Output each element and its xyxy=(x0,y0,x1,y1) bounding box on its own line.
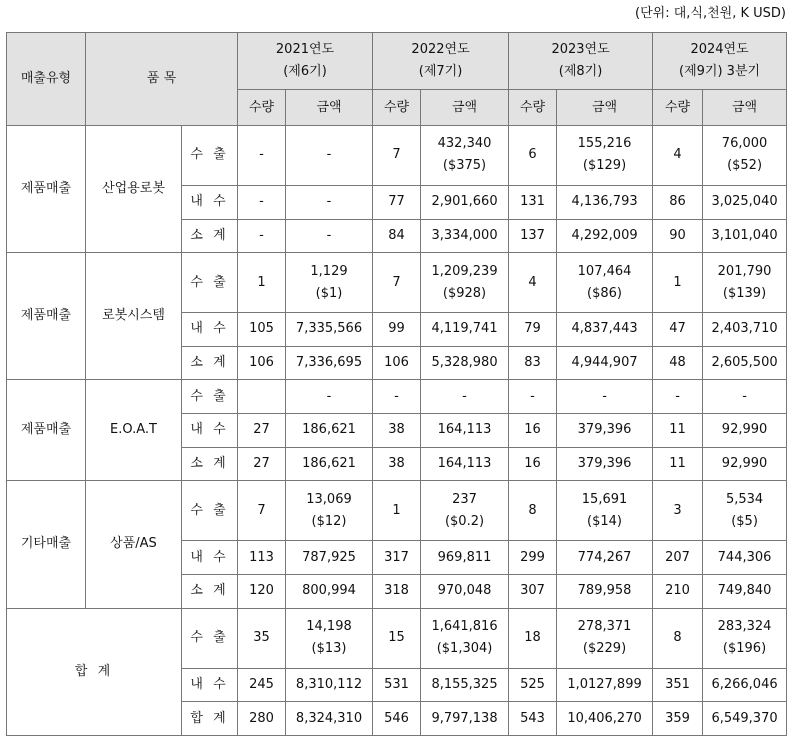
amount-krw: 379,396 xyxy=(577,456,632,472)
amount-krw: 7,336,695 xyxy=(295,355,363,371)
amount-cell xyxy=(286,313,373,347)
row-label-cell: 내 수 xyxy=(182,668,238,702)
amount-krw: 2,403,710 xyxy=(711,321,778,337)
table-header xyxy=(7,33,787,126)
amount-krw: 774,267 xyxy=(577,549,632,565)
amount-cell xyxy=(703,574,787,608)
amount-cell xyxy=(286,185,373,219)
amount-cell xyxy=(557,447,653,481)
sales-table xyxy=(6,32,787,736)
amount-cell xyxy=(703,668,787,702)
amount-krw: 201,790 xyxy=(717,263,772,279)
qty-cell: 137 xyxy=(509,219,557,253)
qty-cell: 38 xyxy=(373,414,421,448)
qty-cell: 351 xyxy=(653,668,703,702)
amount-usd: ($5) xyxy=(731,513,758,529)
amount-usd: ($14) xyxy=(587,513,623,529)
amount-usd: ($229) xyxy=(582,641,627,657)
amount-krw: 107,464 xyxy=(577,263,632,279)
amount-krw: - xyxy=(602,388,607,404)
amount-cell xyxy=(557,380,653,414)
amount-cell xyxy=(421,313,509,347)
table-row xyxy=(7,608,787,668)
amount-krw: 155,216 xyxy=(577,136,632,152)
qty-cell: 27 xyxy=(238,447,286,481)
amount-krw: 8,155,325 xyxy=(431,676,498,692)
amount-krw: 5,534 xyxy=(725,491,764,507)
amount-krw: 970,048 xyxy=(437,583,492,599)
qty-cell: - xyxy=(373,380,421,414)
item-name-cell: 산업용로봇 xyxy=(86,126,182,253)
amount-cell xyxy=(421,380,509,414)
amount-cell xyxy=(286,541,373,575)
amount-cell xyxy=(703,185,787,219)
qty-cell: - xyxy=(238,126,286,186)
qty-cell: 299 xyxy=(509,541,557,575)
amount-krw: - xyxy=(326,227,332,243)
year-label: 2022연도 xyxy=(411,42,470,57)
amount-cell xyxy=(286,126,373,186)
qty-cell: 16 xyxy=(509,414,557,448)
amount-krw: 789,958 xyxy=(577,583,632,599)
amount-cell xyxy=(703,702,787,736)
qty-cell: 84 xyxy=(373,219,421,253)
qty-cell: 38 xyxy=(373,447,421,481)
table-row xyxy=(7,481,787,541)
amount-krw: 1,641,816 xyxy=(431,619,498,635)
header-item: 품 목 xyxy=(86,33,238,126)
header-year-2021 xyxy=(238,33,373,90)
row-label-cell: 내 수 xyxy=(182,414,238,448)
qty-cell: 546 xyxy=(373,702,421,736)
amount-usd: ($52) xyxy=(727,158,763,174)
amount-krw: - xyxy=(326,194,332,210)
amount-cell xyxy=(421,185,509,219)
amount-usd: ($139) xyxy=(722,285,767,301)
amount-krw: 2,901,660 xyxy=(431,194,498,210)
qty-cell: 16 xyxy=(509,447,557,481)
qty-cell: 27 xyxy=(238,414,286,448)
year-label: 2023연도 xyxy=(551,42,610,57)
amount-krw: 92,990 xyxy=(721,456,768,472)
header-type: 매출유형 xyxy=(7,33,86,126)
amount-cell xyxy=(557,702,653,736)
row-label-cell: 수 출 xyxy=(182,253,238,313)
header-amount: 금액 xyxy=(703,90,787,126)
amount-usd: ($1) xyxy=(315,285,343,301)
item-name-cell: 로봇시스템 xyxy=(86,253,182,380)
amount-krw: 8,310,112 xyxy=(295,676,363,692)
qty-cell: 106 xyxy=(373,346,421,380)
amount-krw: 379,396 xyxy=(577,422,632,438)
qty-cell: 4 xyxy=(509,253,557,313)
header-amount: 금액 xyxy=(286,90,373,126)
qty-cell: 543 xyxy=(509,702,557,736)
amount-usd: ($13) xyxy=(311,641,347,657)
period-label: (제6기) xyxy=(283,64,327,79)
amount-cell xyxy=(557,414,653,448)
amount-cell xyxy=(557,126,653,186)
amount-cell xyxy=(557,541,653,575)
qty-cell: 6 xyxy=(509,126,557,186)
header-qty: 수량 xyxy=(238,90,286,126)
qty-cell xyxy=(238,380,286,414)
qty-cell: 77 xyxy=(373,185,421,219)
amount-cell xyxy=(557,481,653,541)
amount-cell xyxy=(703,346,787,380)
sales-type-cell: 제품매출 xyxy=(7,126,86,253)
amount-cell xyxy=(557,668,653,702)
amount-cell xyxy=(286,380,373,414)
amount-cell xyxy=(286,414,373,448)
qty-cell: 48 xyxy=(653,346,703,380)
sales-type-cell: 기타매출 xyxy=(7,481,86,608)
amount-cell xyxy=(421,608,509,668)
qty-cell: 7 xyxy=(238,481,286,541)
qty-cell: 86 xyxy=(653,185,703,219)
amount-krw: 14,198 xyxy=(306,619,352,635)
amount-krw: 4,136,793 xyxy=(571,194,638,210)
amount-krw: 4,944,907 xyxy=(571,355,638,371)
amount-krw: 186,621 xyxy=(302,422,356,438)
qty-cell: 83 xyxy=(509,346,557,380)
amount-cell xyxy=(421,702,509,736)
qty-cell: 35 xyxy=(238,608,286,668)
amount-cell xyxy=(421,541,509,575)
qty-cell: 15 xyxy=(373,608,421,668)
amount-krw: 4,292,009 xyxy=(571,227,638,243)
amount-krw: - xyxy=(326,388,332,404)
header-year-2023 xyxy=(509,33,653,90)
amount-krw: 164,113 xyxy=(437,422,492,438)
amount-cell xyxy=(703,380,787,414)
amount-krw: 744,306 xyxy=(717,549,772,565)
amount-usd: ($375) xyxy=(442,158,487,174)
amount-krw: 7,335,566 xyxy=(295,321,363,337)
table-row xyxy=(7,126,787,186)
amount-krw: 76,000 xyxy=(721,136,768,152)
amount-cell xyxy=(286,346,373,380)
amount-krw: 432,340 xyxy=(437,136,492,152)
amount-krw: 278,371 xyxy=(577,619,632,635)
amount-krw: 4,837,443 xyxy=(571,321,638,337)
amount-cell xyxy=(286,219,373,253)
amount-krw: 2,605,500 xyxy=(711,355,778,371)
amount-cell xyxy=(557,608,653,668)
amount-krw: 3,101,040 xyxy=(711,227,778,243)
amount-usd: ($1,304) xyxy=(436,641,493,657)
amount-krw: - xyxy=(742,388,747,404)
amount-usd: ($0.2) xyxy=(444,513,485,529)
amount-usd: ($196) xyxy=(722,641,767,657)
amount-cell xyxy=(286,253,373,313)
amount-usd: ($129) xyxy=(582,158,627,174)
amount-krw: 186,621 xyxy=(302,456,356,472)
amount-krw: 6,549,370 xyxy=(711,710,778,726)
qty-cell: 210 xyxy=(653,574,703,608)
header-qty: 수량 xyxy=(373,90,421,126)
item-name-cell: E.O.A.T xyxy=(86,380,182,481)
amount-cell xyxy=(421,447,509,481)
amount-krw: - xyxy=(326,147,332,163)
amount-cell xyxy=(557,313,653,347)
qty-cell: - xyxy=(653,380,703,414)
header-year-2024 xyxy=(653,33,787,90)
qty-cell: 105 xyxy=(238,313,286,347)
qty-cell: 18 xyxy=(509,608,557,668)
amount-cell xyxy=(286,608,373,668)
amount-cell xyxy=(703,126,787,186)
qty-cell: 307 xyxy=(509,574,557,608)
qty-cell: 7 xyxy=(373,253,421,313)
qty-cell: 7 xyxy=(373,126,421,186)
qty-cell: 8 xyxy=(653,608,703,668)
qty-cell: 113 xyxy=(238,541,286,575)
row-label-cell: 수 출 xyxy=(182,608,238,668)
amount-cell xyxy=(557,185,653,219)
amount-cell xyxy=(557,346,653,380)
amount-krw: 8,324,310 xyxy=(295,710,363,726)
qty-cell: 318 xyxy=(373,574,421,608)
qty-cell: 79 xyxy=(509,313,557,347)
qty-cell: 8 xyxy=(509,481,557,541)
amount-cell xyxy=(703,219,787,253)
header-year-2022 xyxy=(373,33,509,90)
sales-type-cell: 제품매출 xyxy=(7,380,86,481)
qty-cell: 4 xyxy=(653,126,703,186)
amount-krw: 164,113 xyxy=(437,456,492,472)
amount-cell xyxy=(421,481,509,541)
unit-note: (단위: 대,식,천원, K USD) xyxy=(635,6,786,21)
amount-cell xyxy=(557,253,653,313)
row-label-cell: 수 출 xyxy=(182,126,238,186)
qty-cell: 11 xyxy=(653,414,703,448)
amount-cell xyxy=(557,574,653,608)
amount-cell xyxy=(421,126,509,186)
amount-krw: 749,840 xyxy=(717,583,772,599)
qty-cell: - xyxy=(509,380,557,414)
qty-cell: 3 xyxy=(653,481,703,541)
amount-usd: ($86) xyxy=(587,285,623,301)
table-row xyxy=(7,253,787,313)
qty-cell: 131 xyxy=(509,185,557,219)
amount-krw: 3,334,000 xyxy=(431,227,498,243)
amount-krw: 6,266,046 xyxy=(711,676,778,692)
amount-krw: - xyxy=(462,388,467,404)
amount-cell xyxy=(557,219,653,253)
row-label-cell: 수 출 xyxy=(182,481,238,541)
amount-cell xyxy=(421,414,509,448)
amount-cell xyxy=(421,219,509,253)
row-label-cell: 수 출 xyxy=(182,380,238,414)
amount-cell xyxy=(703,481,787,541)
header-qty: 수량 xyxy=(509,90,557,126)
qty-cell: 525 xyxy=(509,668,557,702)
qty-cell: 47 xyxy=(653,313,703,347)
year-label: 2024연도 xyxy=(690,42,749,57)
amount-cell xyxy=(703,414,787,448)
qty-cell: 1 xyxy=(238,253,286,313)
amount-cell xyxy=(286,702,373,736)
header-qty: 수량 xyxy=(653,90,703,126)
row-label-cell: 소 계 xyxy=(182,219,238,253)
amount-cell xyxy=(286,574,373,608)
amount-cell xyxy=(421,668,509,702)
amount-krw: 787,925 xyxy=(302,549,356,565)
amount-krw: 1,129 xyxy=(310,263,348,279)
amount-krw: 4,119,741 xyxy=(431,321,498,337)
amount-krw: 92,990 xyxy=(721,422,768,438)
row-label-cell: 소 계 xyxy=(182,346,238,380)
amount-krw: 1,0127,899 xyxy=(567,676,642,692)
period-label: (제9기) 3분기 xyxy=(679,64,761,79)
qty-cell: 106 xyxy=(238,346,286,380)
qty-cell: - xyxy=(238,185,286,219)
amount-cell xyxy=(286,481,373,541)
year-label: 2021연도 xyxy=(275,42,335,57)
amount-krw: 237 xyxy=(452,491,477,507)
amount-krw: 969,811 xyxy=(437,549,492,565)
amount-cell xyxy=(421,253,509,313)
amount-cell xyxy=(703,447,787,481)
amount-krw: 10,406,270 xyxy=(567,710,642,726)
amount-cell xyxy=(703,313,787,347)
qty-cell: - xyxy=(238,219,286,253)
amount-cell xyxy=(421,346,509,380)
row-label-cell: 내 수 xyxy=(182,313,238,347)
qty-cell: 120 xyxy=(238,574,286,608)
amount-cell xyxy=(703,253,787,313)
table-row xyxy=(7,380,787,414)
qty-cell: 1 xyxy=(653,253,703,313)
qty-cell: 1 xyxy=(373,481,421,541)
amount-cell xyxy=(286,668,373,702)
amount-krw: 9,797,138 xyxy=(431,710,498,726)
qty-cell: 99 xyxy=(373,313,421,347)
period-label: (제8기) xyxy=(558,64,603,79)
amount-krw: 15,691 xyxy=(581,491,628,507)
qty-cell: 317 xyxy=(373,541,421,575)
row-label-cell: 합 계 xyxy=(182,702,238,736)
qty-cell: 531 xyxy=(373,668,421,702)
header-amount: 금액 xyxy=(557,90,653,126)
qty-cell: 245 xyxy=(238,668,286,702)
total-label-cell: 합 계 xyxy=(7,608,182,735)
row-label-cell: 내 수 xyxy=(182,541,238,575)
amount-krw: 13,069 xyxy=(306,491,352,507)
row-label-cell: 내 수 xyxy=(182,185,238,219)
amount-krw: 1,209,239 xyxy=(431,263,498,279)
qty-cell: 90 xyxy=(653,219,703,253)
table-body xyxy=(7,126,787,736)
qty-cell: 207 xyxy=(653,541,703,575)
qty-cell: 359 xyxy=(653,702,703,736)
amount-cell xyxy=(421,574,509,608)
amount-krw: 800,994 xyxy=(302,583,356,599)
amount-usd: ($928) xyxy=(442,285,487,301)
header-amount: 금액 xyxy=(421,90,509,126)
amount-cell xyxy=(286,447,373,481)
amount-usd: ($12) xyxy=(311,513,347,529)
amount-krw: 283,324 xyxy=(717,619,772,635)
amount-krw: 5,328,980 xyxy=(431,355,498,371)
period-label: (제7기) xyxy=(418,64,463,79)
amount-cell xyxy=(703,541,787,575)
sales-type-cell: 제품매출 xyxy=(7,253,86,380)
item-name-cell: 상품/AS xyxy=(86,481,182,608)
row-label-cell: 소 계 xyxy=(182,447,238,481)
row-label-cell: 소 계 xyxy=(182,574,238,608)
amount-cell xyxy=(703,608,787,668)
qty-cell: 280 xyxy=(238,702,286,736)
qty-cell: 11 xyxy=(653,447,703,481)
amount-krw: 3,025,040 xyxy=(711,194,778,210)
